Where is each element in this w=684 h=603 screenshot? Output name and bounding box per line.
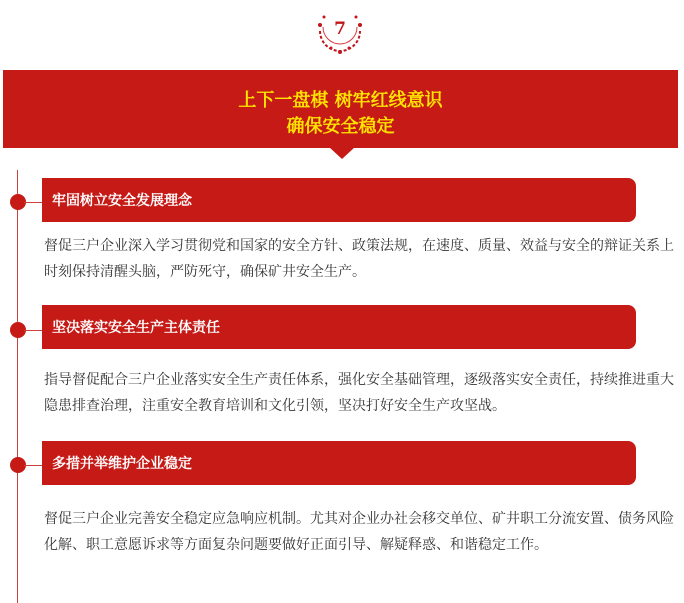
- timeline-connector-3: [24, 465, 42, 466]
- section-header-2: [42, 305, 636, 349]
- section-number-badge: [314, 7, 366, 59]
- timeline-line: [17, 170, 18, 603]
- banner-title-line2: 确保安全稳定: [286, 116, 395, 137]
- timeline-connector-2: [24, 330, 42, 331]
- section-title-1: 牢固树立安全发展理念: [52, 193, 192, 209]
- banner-title-line1: 上下一盘棋 树牢红线意识: [238, 90, 443, 111]
- section-number: 7: [334, 19, 346, 39]
- section-header-3: [42, 441, 636, 485]
- section-body-3: 督促三户企业完善安全稳定应急响应机制。尤其对企业办社会移交单位、矿井职工分流安置、债务风险化解、职工意愿诉求等方面复杂问题要做好正面引导、解疑释惑、和谐稳定工作。: [44, 511, 674, 553]
- title-banner: [3, 70, 678, 148]
- section-body-2: 指导督促配合三户企业落实安全生产责任体系，强化安全基础管理，逐级落实安全责任，持续推进重大隐患排查治理，注重安全教育培训和文化引领，坚决打好安全生产攻坚战。: [44, 372, 674, 414]
- banner-pointer: [329, 147, 355, 159]
- section-header-1: [42, 178, 636, 222]
- timeline-connector-1: [24, 202, 42, 203]
- section-title-2: 坚决落实安全生产主体责任: [52, 320, 220, 336]
- section-body-1: 督促三户企业深入学习贯彻党和国家的安全方针、政策法规，在速度、质量、效益与安全的辩证关系上时刻保持清醒头脑，严防死守，确保矿井安全生产。: [44, 238, 674, 280]
- section-title-3: 多措并举维护企业稳定: [52, 456, 192, 472]
